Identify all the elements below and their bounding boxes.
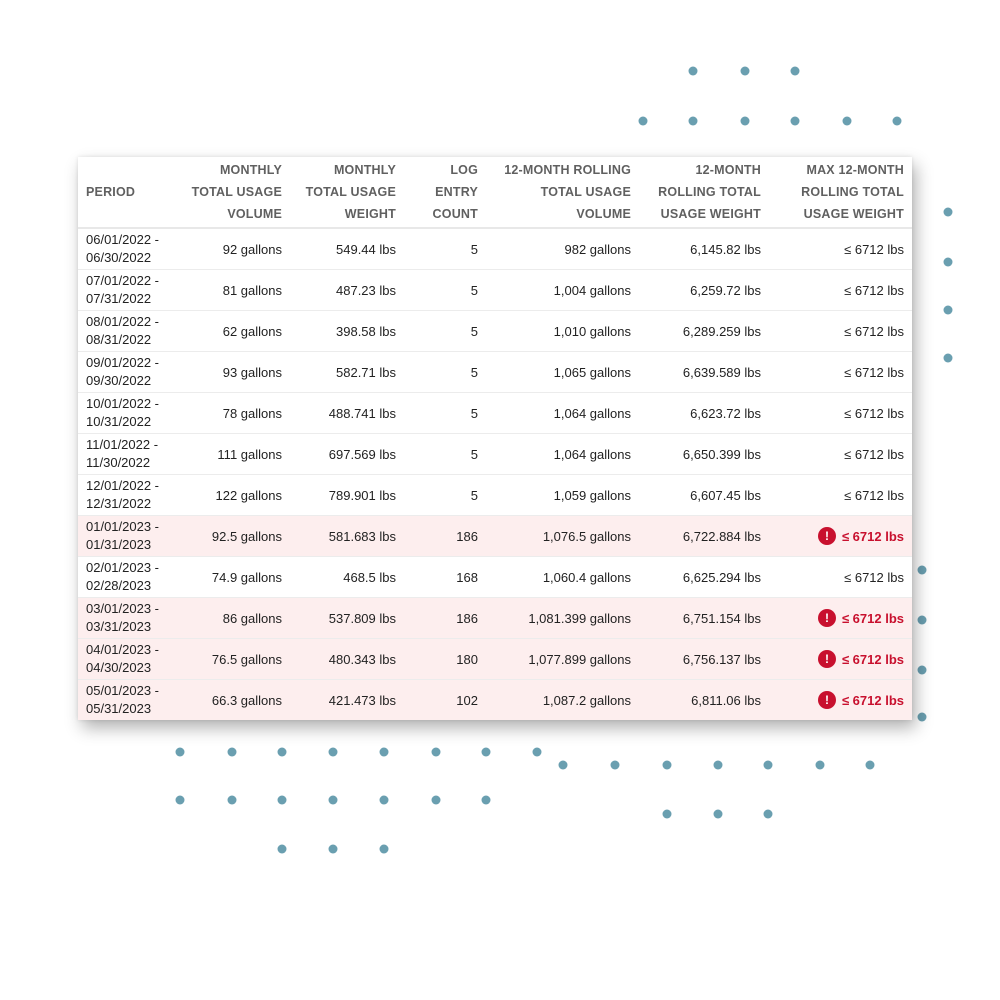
- max-weight-cell: [769, 352, 912, 393]
- rolling-volume-cell: 1,010 gallons: [486, 311, 639, 352]
- max-weight-value: ≤ 6712 lbs: [844, 487, 904, 503]
- period-cell: 04/01/2023 - 04/30/2023: [78, 639, 178, 680]
- monthly-volume-cell: 111 gallons: [178, 434, 290, 475]
- max-weight-cell: [769, 680, 912, 721]
- usage-table: [78, 157, 912, 720]
- monthly-weight-cell: 581.683 lbs: [290, 516, 404, 557]
- rolling-weight-cell: 6,259.72 lbs: [639, 270, 769, 311]
- decorative-dot: [639, 117, 648, 126]
- max-weight-value: ≤ 6712 lbs: [844, 405, 904, 421]
- decorative-dot: [432, 748, 441, 757]
- max-weight-cell: [769, 228, 912, 270]
- max-weight-value: ≤ 6712 lbs: [841, 610, 904, 626]
- period-cell: 02/01/2023 - 02/28/2023: [78, 557, 178, 598]
- monthly-volume-cell: 81 gallons: [178, 270, 290, 311]
- max-weight-value: ≤ 6712 lbs: [841, 528, 904, 544]
- log-entry-count-cell: 5: [404, 475, 486, 516]
- decorative-dot: [278, 748, 287, 757]
- table-row[interactable]: [78, 639, 912, 680]
- max-weight-value: ≤ 6712 lbs: [844, 446, 904, 462]
- monthly-weight-cell: 398.58 lbs: [290, 311, 404, 352]
- rolling-weight-cell: 6,623.72 lbs: [639, 393, 769, 434]
- monthly-weight-cell: 468.5 lbs: [290, 557, 404, 598]
- decorative-dot: [764, 761, 773, 770]
- decorative-dot: [482, 796, 491, 805]
- rolling-weight-cell: 6,639.589 lbs: [639, 352, 769, 393]
- rolling-weight-cell: 6,625.294 lbs: [639, 557, 769, 598]
- decorative-dot: [741, 67, 750, 76]
- monthly-volume-cell: 92.5 gallons: [178, 516, 290, 557]
- decorative-dot: [176, 796, 185, 805]
- rolling-weight-cell: 6,145.82 lbs: [639, 228, 769, 270]
- rolling-weight-cell: 6,289.259 lbs: [639, 311, 769, 352]
- monthly-volume-cell: 86 gallons: [178, 598, 290, 639]
- column-header-rolling-weight[interactable]: 12-MONTH ROLLING TOTAL USAGE WEIGHT: [639, 157, 769, 228]
- log-entry-count-cell: 168: [404, 557, 486, 598]
- decorative-dot: [329, 845, 338, 854]
- table-row[interactable]: [78, 598, 912, 639]
- rolling-weight-cell: 6,607.45 lbs: [639, 475, 769, 516]
- monthly-volume-cell: 66.3 gallons: [178, 680, 290, 721]
- monthly-volume-cell: 122 gallons: [178, 475, 290, 516]
- max-weight-value: ≤ 6712 lbs: [841, 651, 904, 667]
- max-weight-cell: [769, 557, 912, 598]
- period-cell: 01/01/2023 - 01/31/2023: [78, 516, 178, 557]
- max-weight-cell: [769, 475, 912, 516]
- rolling-volume-cell: 1,076.5 gallons: [486, 516, 639, 557]
- period-cell: 05/01/2023 - 05/31/2023: [78, 680, 178, 721]
- monthly-weight-cell: 537.809 lbs: [290, 598, 404, 639]
- rolling-volume-cell: 1,064 gallons: [486, 434, 639, 475]
- decorative-dot: [918, 666, 927, 675]
- monthly-volume-cell: 93 gallons: [178, 352, 290, 393]
- decorative-dot: [176, 748, 185, 757]
- decorative-dot: [380, 748, 389, 757]
- period-cell: 03/01/2023 - 03/31/2023: [78, 598, 178, 639]
- log-entry-count-cell: 102: [404, 680, 486, 721]
- exclamation-circle-icon: !: [818, 609, 836, 627]
- decorative-dot: [432, 796, 441, 805]
- decorative-dot: [689, 67, 698, 76]
- decorative-dot: [380, 845, 389, 854]
- log-entry-count-cell: 5: [404, 228, 486, 270]
- max-weight-cell: [769, 311, 912, 352]
- decorative-dot: [482, 748, 491, 757]
- log-entry-count-cell: 5: [404, 311, 486, 352]
- rolling-volume-cell: 1,081.399 gallons: [486, 598, 639, 639]
- decorative-dot: [380, 796, 389, 805]
- max-weight-cell: [769, 598, 912, 639]
- decorative-dot: [918, 566, 927, 575]
- rolling-volume-cell: 1,087.2 gallons: [486, 680, 639, 721]
- table-row[interactable]: [78, 557, 912, 598]
- decorative-dot: [663, 810, 672, 819]
- max-weight-value: ≤ 6712 lbs: [844, 569, 904, 585]
- decorative-dot: [228, 748, 237, 757]
- rolling-volume-cell: 1,064 gallons: [486, 393, 639, 434]
- monthly-volume-cell: 78 gallons: [178, 393, 290, 434]
- decorative-dot: [816, 761, 825, 770]
- decorative-dot: [329, 796, 338, 805]
- decorative-dot: [866, 761, 875, 770]
- column-header-monthly-weight[interactable]: MONTHLY TOTAL USAGE WEIGHT: [290, 157, 404, 228]
- monthly-weight-cell: 421.473 lbs: [290, 680, 404, 721]
- table-row[interactable]: [78, 228, 912, 270]
- period-cell: 07/01/2022 - 07/31/2022: [78, 270, 178, 311]
- max-weight-cell: [769, 434, 912, 475]
- exclamation-circle-icon: !: [818, 527, 836, 545]
- table-row[interactable]: [78, 393, 912, 434]
- exclamation-circle-icon: !: [818, 650, 836, 668]
- period-cell: 08/01/2022 - 08/31/2022: [78, 311, 178, 352]
- rolling-volume-cell: 982 gallons: [486, 228, 639, 270]
- log-entry-count-cell: 186: [404, 516, 486, 557]
- decorative-dot: [714, 761, 723, 770]
- monthly-weight-cell: 789.901 lbs: [290, 475, 404, 516]
- rolling-weight-cell: 6,650.399 lbs: [639, 434, 769, 475]
- max-weight-value: ≤ 6712 lbs: [844, 241, 904, 257]
- decorative-dot: [791, 67, 800, 76]
- decorative-dot: [764, 810, 773, 819]
- monthly-weight-cell: 488.741 lbs: [290, 393, 404, 434]
- table-row[interactable]: [78, 680, 912, 721]
- rolling-volume-cell: 1,060.4 gallons: [486, 557, 639, 598]
- max-weight-cell: [769, 639, 912, 680]
- table-row[interactable]: [78, 516, 912, 557]
- log-entry-count-cell: 5: [404, 352, 486, 393]
- decorative-dot: [278, 796, 287, 805]
- decorative-dot: [944, 354, 953, 363]
- max-weight-cell: [769, 393, 912, 434]
- column-header-max-weight[interactable]: MAX 12-MONTH ROLLING TOTAL USAGE WEIGHT: [769, 157, 912, 228]
- rolling-volume-cell: 1,077.899 gallons: [486, 639, 639, 680]
- max-weight-value: ≤ 6712 lbs: [841, 692, 904, 708]
- rolling-volume-cell: 1,004 gallons: [486, 270, 639, 311]
- log-entry-count-cell: 5: [404, 393, 486, 434]
- log-entry-count-cell: 186: [404, 598, 486, 639]
- decorative-dot: [559, 761, 568, 770]
- decorative-dot: [893, 117, 902, 126]
- decorative-dot: [791, 117, 800, 126]
- period-cell: 09/01/2022 - 09/30/2022: [78, 352, 178, 393]
- rolling-weight-cell: 6,756.137 lbs: [639, 639, 769, 680]
- rolling-weight-cell: 6,722.884 lbs: [639, 516, 769, 557]
- decorative-dot: [533, 748, 542, 757]
- table-row[interactable]: [78, 434, 912, 475]
- log-entry-count-cell: 180: [404, 639, 486, 680]
- log-entry-count-cell: 5: [404, 434, 486, 475]
- monthly-volume-cell: 74.9 gallons: [178, 557, 290, 598]
- decorative-dot: [714, 810, 723, 819]
- decorative-dot: [228, 796, 237, 805]
- table-body: [78, 228, 912, 720]
- rolling-weight-cell: 6,751.154 lbs: [639, 598, 769, 639]
- table-header: [78, 157, 912, 228]
- monthly-weight-cell: 549.44 lbs: [290, 228, 404, 270]
- decorative-dot: [663, 761, 672, 770]
- rolling-volume-cell: 1,059 gallons: [486, 475, 639, 516]
- decorative-dot: [329, 748, 338, 757]
- max-weight-value: ≤ 6712 lbs: [844, 323, 904, 339]
- decorative-dot: [611, 761, 620, 770]
- exclamation-circle-icon: !: [818, 691, 836, 709]
- decorative-dot: [944, 306, 953, 315]
- max-weight-value: ≤ 6712 lbs: [844, 282, 904, 298]
- monthly-volume-cell: 76.5 gallons: [178, 639, 290, 680]
- decorative-dot: [843, 117, 852, 126]
- column-header-period[interactable]: PERIOD: [78, 157, 178, 228]
- table-row[interactable]: [78, 352, 912, 393]
- monthly-weight-cell: 480.343 lbs: [290, 639, 404, 680]
- rolling-weight-cell: 6,811.06 lbs: [639, 680, 769, 721]
- period-cell: 10/01/2022 - 10/31/2022: [78, 393, 178, 434]
- monthly-weight-cell: 582.71 lbs: [290, 352, 404, 393]
- column-header-rolling-volume[interactable]: 12-MONTH ROLLING TOTAL USAGE VOLUME: [486, 157, 639, 228]
- decorative-dot: [689, 117, 698, 126]
- rolling-volume-cell: 1,065 gallons: [486, 352, 639, 393]
- table-row[interactable]: [78, 270, 912, 311]
- decorative-dot: [741, 117, 750, 126]
- monthly-volume-cell: 92 gallons: [178, 228, 290, 270]
- decorative-dot: [278, 845, 287, 854]
- period-cell: 12/01/2022 - 12/31/2022: [78, 475, 178, 516]
- monthly-volume-cell: 62 gallons: [178, 311, 290, 352]
- column-header-monthly-volume[interactable]: MONTHLY TOTAL USAGE VOLUME: [178, 157, 290, 228]
- decorative-dot: [944, 258, 953, 267]
- table-row[interactable]: [78, 475, 912, 516]
- monthly-weight-cell: 487.23 lbs: [290, 270, 404, 311]
- max-weight-cell: [769, 270, 912, 311]
- period-cell: 11/01/2022 - 11/30/2022: [78, 434, 178, 475]
- decorative-dot: [918, 616, 927, 625]
- column-header-log-count[interactable]: LOG ENTRY COUNT: [404, 157, 486, 228]
- max-weight-cell: [769, 516, 912, 557]
- table-row[interactable]: [78, 311, 912, 352]
- decorative-dot: [944, 208, 953, 217]
- usage-report-card: [78, 157, 912, 720]
- decorative-dot: [918, 713, 927, 722]
- max-weight-value: ≤ 6712 lbs: [844, 364, 904, 380]
- period-cell: 06/01/2022 - 06/30/2022: [78, 228, 178, 270]
- log-entry-count-cell: 5: [404, 270, 486, 311]
- monthly-weight-cell: 697.569 lbs: [290, 434, 404, 475]
